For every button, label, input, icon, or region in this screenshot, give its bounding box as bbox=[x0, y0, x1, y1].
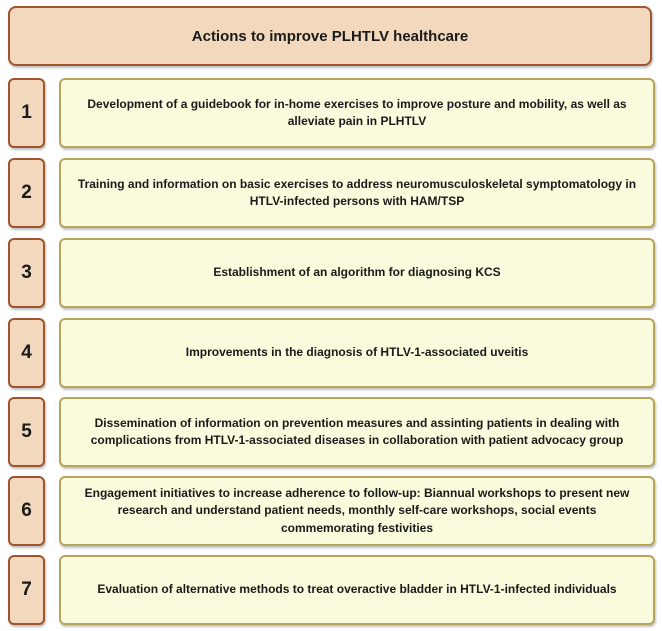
action-text-2: Training and information on basic exercises to address neuromusculoskeletal symptomatology in HTLV-infected persons with HAM/TSP bbox=[59, 158, 655, 228]
action-row-4 bbox=[0, 318, 662, 388]
action-number-3: 3 bbox=[8, 238, 45, 308]
action-text-3: Establishment of an algorithm for diagnosing KCS bbox=[59, 238, 655, 308]
action-row-6 bbox=[0, 476, 662, 546]
action-row-3 bbox=[0, 238, 662, 308]
action-number-4: 4 bbox=[8, 318, 45, 388]
action-number-7: 7 bbox=[8, 555, 45, 625]
action-number-5: 5 bbox=[8, 397, 45, 467]
action-row-2 bbox=[0, 158, 662, 228]
action-number-1: 1 bbox=[8, 78, 45, 148]
action-row-5 bbox=[0, 397, 662, 467]
action-text-5: Dissemination of information on prevention measures and assinting patients in dealing with complications from HTLV-1-associated diseases in collaboration with patient advocacy group bbox=[59, 397, 655, 467]
action-row-7 bbox=[0, 555, 662, 625]
action-number-6: 6 bbox=[8, 476, 45, 546]
action-text-4: Improvements in the diagnosis of HTLV-1-associated uveitis bbox=[59, 318, 655, 388]
action-row-1 bbox=[0, 78, 662, 148]
action-text-6: Engagement initiatives to increase adherence to follow-up: Biannual workshops to present new research and understand patient needs, monthly self-care workshops, social events commemorating festivities bbox=[59, 476, 655, 546]
action-text-1: Development of a guidebook for in-home exercises to improve posture and mobility, as well as alleviate pain in PLHTLV bbox=[59, 78, 655, 148]
action-number-2: 2 bbox=[8, 158, 45, 228]
action-text-7: Evaluation of alternative methods to treat overactive bladder in HTLV-1-infected individuals bbox=[59, 555, 655, 625]
diagram-title: Actions to improve PLHTLV healthcare bbox=[8, 6, 652, 66]
